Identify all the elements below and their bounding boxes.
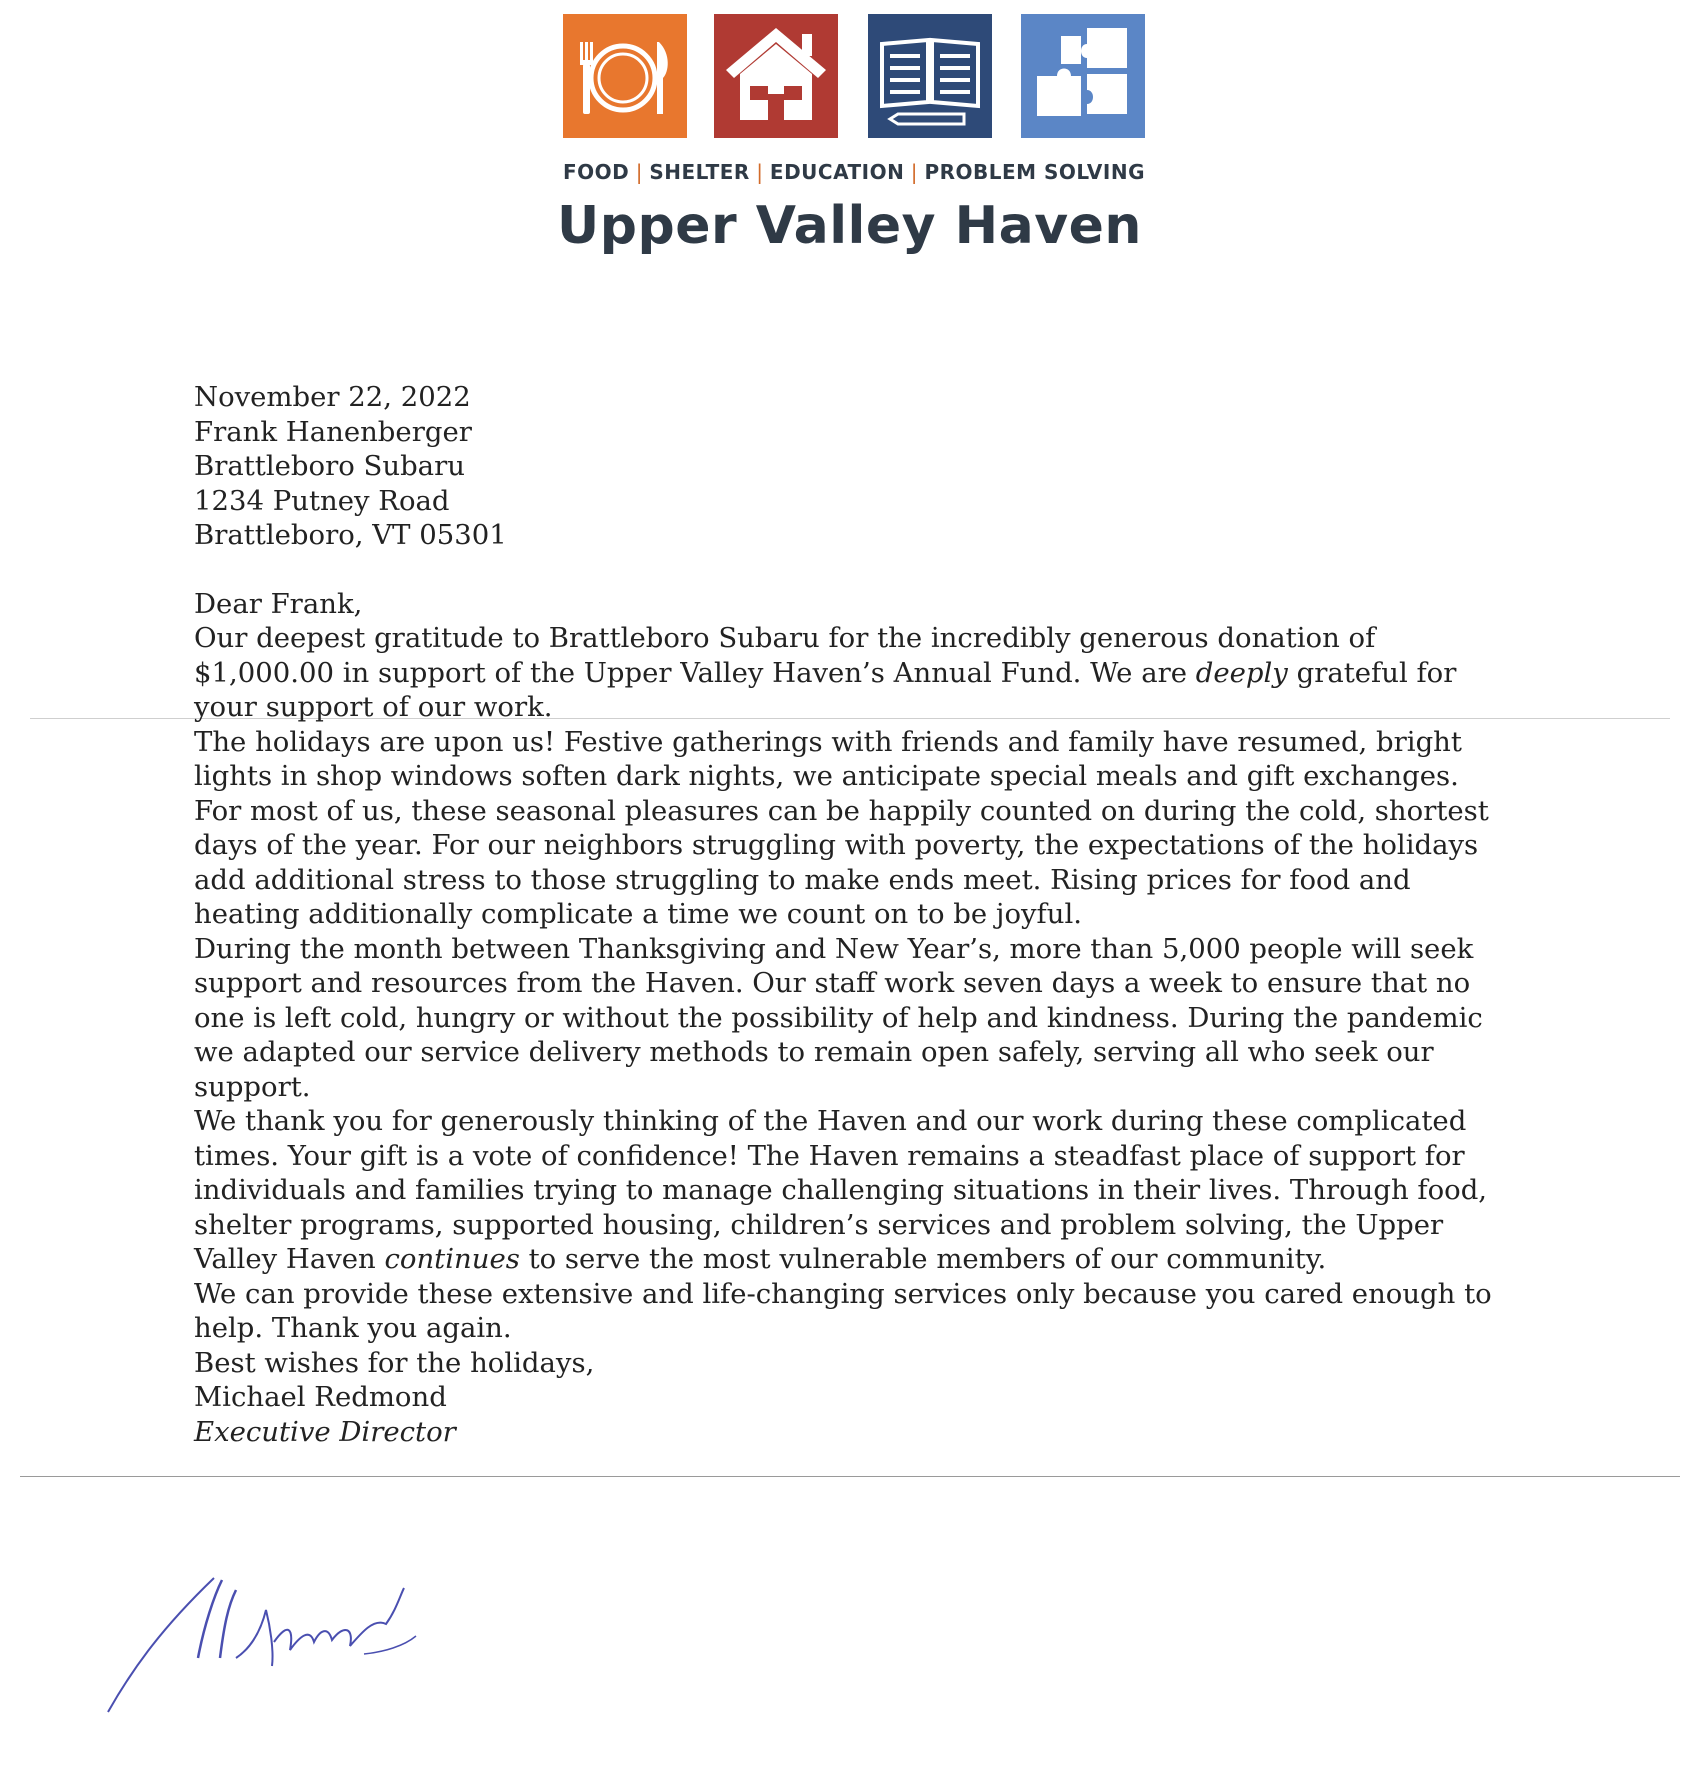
pillar-separator: |	[910, 160, 919, 184]
paragraph-services: During the month between Thanksgiving and New Year’s, more than 5,000 people will seek support and resources from the Haven. Our staff work seven days a week to ensure that no one is left cold, hungry or without the possibility of help and kindness. During the pandemic we adapted our service delivery methods to remain open safely, serving all who seek our support.	[194, 932, 1483, 1103]
pillar-food: FOOD	[563, 160, 630, 184]
signer-name: Michael Redmond	[194, 1381, 447, 1413]
pillar-separator: |	[635, 160, 643, 184]
recipient-name: Frank Hanenberger	[194, 415, 472, 448]
logo-icons	[563, 14, 1145, 142]
paragraph-text: grateful for your support of our work.	[194, 656, 1457, 723]
paragraph-text: We thank you for generously thinking of the Haven and our work during these complicated times. Your gift is a vote of confidence! The Haven remains a steadfast place of support for individuals and families trying to manage challenging situations in their lives. Through food, shelter programs, supported housing, children’s services and problem solving, the Upper Valley Haven	[194, 1105, 1488, 1275]
closing-line: Best wishes for the holidays,	[194, 1346, 595, 1379]
handwritten-signature	[104, 1566, 449, 1718]
puzzle-pieces-icon	[1021, 14, 1145, 138]
signer-title: Executive Director	[194, 1415, 456, 1448]
plate-utensils-icon	[563, 14, 687, 138]
letter-date: November 22, 2022	[194, 381, 471, 413]
recipient-address	[194, 415, 1504, 553]
salutation: Dear Frank,	[194, 587, 363, 620]
signature-block	[194, 1380, 1504, 1449]
recipient-street: 1234 Putney Road	[194, 484, 450, 517]
pillar-problem-solving: PROBLEM SOLVING	[924, 160, 1145, 184]
emphasis-text: continues	[384, 1243, 520, 1275]
book-pencil-icon	[868, 14, 992, 138]
paragraph-text: Our deepest gratitude to Brattleboro Subaru for the incredibly generous donation of $1,000.00 in support of the Upper Valley Haven’s Annual Fund. We are	[194, 622, 1376, 689]
letter-body	[194, 380, 1504, 1449]
paragraph-text: to serve the most vulnerable members of our community.	[519, 1243, 1327, 1275]
paragraph-thanks	[194, 1104, 1504, 1277]
organization-name: Upper Valley Haven	[557, 196, 1142, 256]
pillars-row	[563, 160, 1145, 184]
paragraph-holidays: The holidays are upon us! Festive gatherings with friends and family have resumed, bright lights in shop windows soften dark nights, we anticipate special meals and gift exchanges. For most of us, these seasonal pleasures can be happily counted on during the cold, shortest days of the year. For our neighbors struggling with poverty, the expectations of the holidays add additional stress to those struggling to make ends meet. Rising prices for food and heating additionally complicate a time we count on to be joyful.	[194, 725, 1489, 930]
pillar-shelter: SHELTER	[649, 160, 750, 184]
letterhead	[0, 0, 1699, 280]
scan-artifact-line	[20, 1476, 1680, 1477]
pillar-separator: |	[756, 160, 764, 184]
paragraph-gratitude	[194, 621, 1504, 725]
emphasis-text: deeply	[1195, 656, 1288, 689]
house-icon	[714, 14, 838, 138]
pillar-education: EDUCATION	[769, 160, 905, 184]
recipient-company: Brattleboro Subaru	[194, 450, 465, 482]
recipient-city: Brattleboro, VT 05301	[194, 519, 507, 551]
paragraph-closing-thanks: We can provide these extensive and life-changing services only because you cared enough to help. Thank you again.	[194, 1277, 1492, 1344]
